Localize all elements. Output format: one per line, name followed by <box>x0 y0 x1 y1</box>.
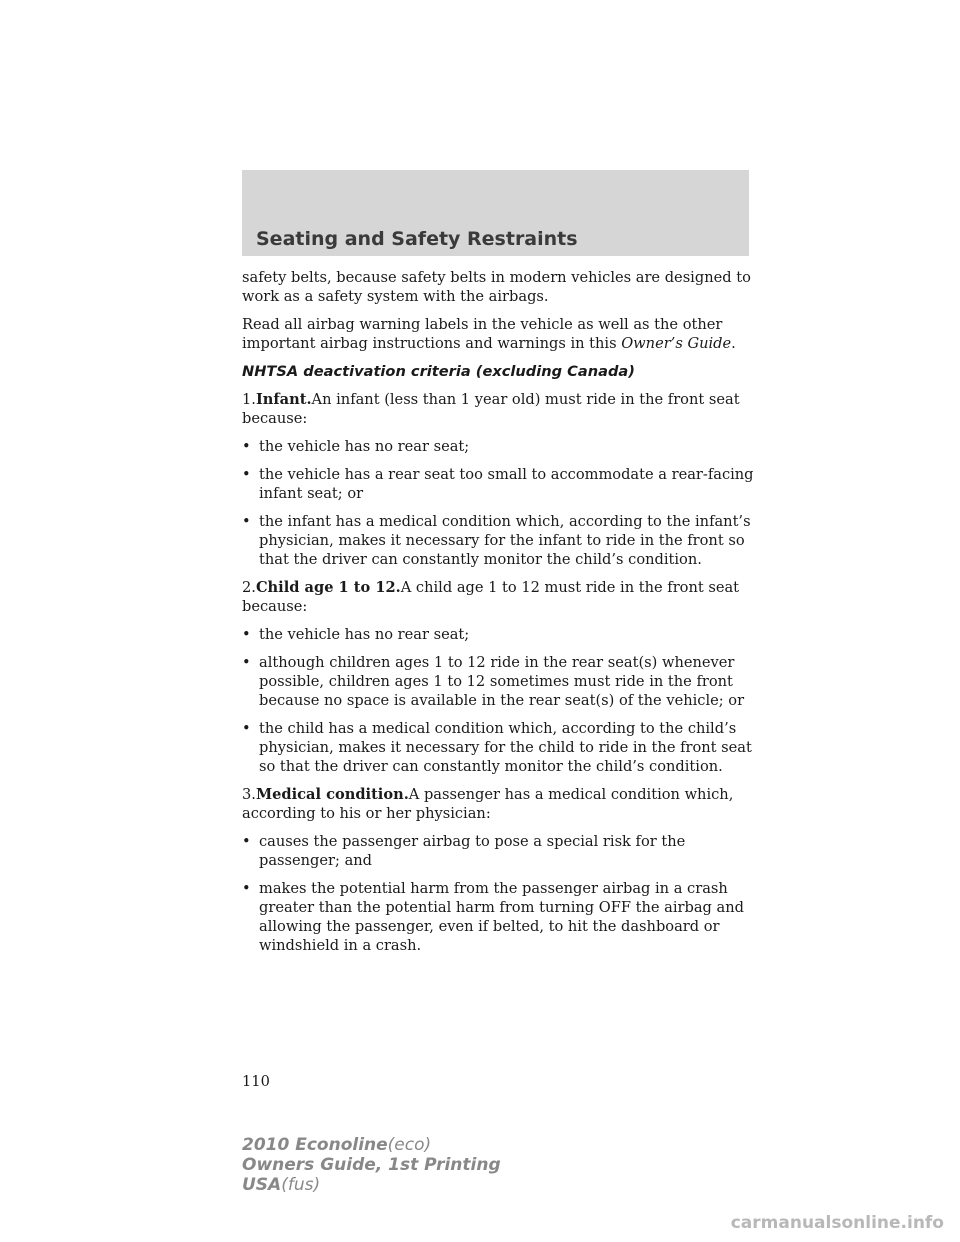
bullet-icon: • <box>242 438 251 455</box>
bullet-icon: • <box>242 513 251 530</box>
bullet-icon: • <box>242 833 251 850</box>
print-footer <box>242 1135 501 1195</box>
list-item: • causes the passenger airbag to pose a special risk for the passenger; and <box>242 833 686 869</box>
bullet-icon: • <box>242 880 251 897</box>
section-title: Seating and Safety Restraints <box>256 228 578 250</box>
list-item: • the vehicle has no rear seat; <box>242 438 470 455</box>
list-item: • the vehicle has no rear seat; <box>242 626 470 643</box>
criterion-title: Child age 1 to 12. <box>255 579 401 596</box>
list-item: • although children ages 1 to 12 ride in the rear seat(s) whenever possible, children ages 1 to 12 sometimes must ride in the front because no space is available in the rear seat(s) of the vehicle; or <box>242 654 745 709</box>
bullet-icon: • <box>242 466 251 483</box>
infant-bullet-list <box>242 437 757 569</box>
criterion-medical: 3.Medical condition.A passenger has a medical condition which, according to his or her physician: <box>242 786 734 822</box>
page-content <box>242 268 757 964</box>
criterion-title: Infant. <box>255 391 312 408</box>
footer-line-market: USA(fus) <box>242 1175 321 1195</box>
bullet-icon: • <box>242 654 251 671</box>
criterion-title: Medical condition. <box>255 786 409 803</box>
owners-guide-reference: Owner’s Guide <box>621 335 732 352</box>
intro-paragraph: safety belts, because safety belts in modern vehicles are designed to work as a safety system with the airbags. <box>242 269 751 305</box>
bullet-icon: • <box>242 720 251 737</box>
footer-line-printing: Owners Guide, 1st Printing <box>242 1155 501 1175</box>
child-bullet-list <box>242 625 757 776</box>
list-item: • makes the potential harm from the passenger airbag in a crash greater than the potential harm from turning OFF the airbag and allowing the passenger, even if belted, to hit the dashboard or windshield in a crash. <box>242 880 744 954</box>
footer-line-model: 2010 Econoline(eco) <box>242 1135 432 1155</box>
medical-bullet-list <box>242 832 757 955</box>
list-item: • the child has a medical condition which, according to the child’s physician, makes it necessary for the child to ride in the front seat so that the driver can constantly monitor the child’s condition. <box>242 720 752 775</box>
list-item: • the vehicle has a rear seat too small to accommodate a rear-facing infant seat; or <box>242 466 754 502</box>
criterion-infant: 1.Infant.An infant (less than 1 year old) must ride in the front seat because: <box>242 391 740 427</box>
airbag-labels-paragraph: Read all airbag warning labels in the vehicle as well as the other important airbag instructions and warnings in this Owner’s Guide. <box>242 316 736 352</box>
watermark: carmanualsonline.info <box>730 1213 944 1233</box>
page-number: 110 <box>242 1073 270 1090</box>
nhtsa-subheading: NHTSA deactivation criteria (excluding Canada) <box>242 363 635 380</box>
list-item: • the infant has a medical condition which, according to the infant’s physician, makes it necessary for the infant to ride in the front so that the driver can constantly monitor the child’s condition. <box>242 513 751 568</box>
criterion-child: 2.Child age 1 to 12.A child age 1 to 12 must ride in the front seat because: <box>242 579 740 615</box>
bullet-icon: • <box>242 626 251 643</box>
